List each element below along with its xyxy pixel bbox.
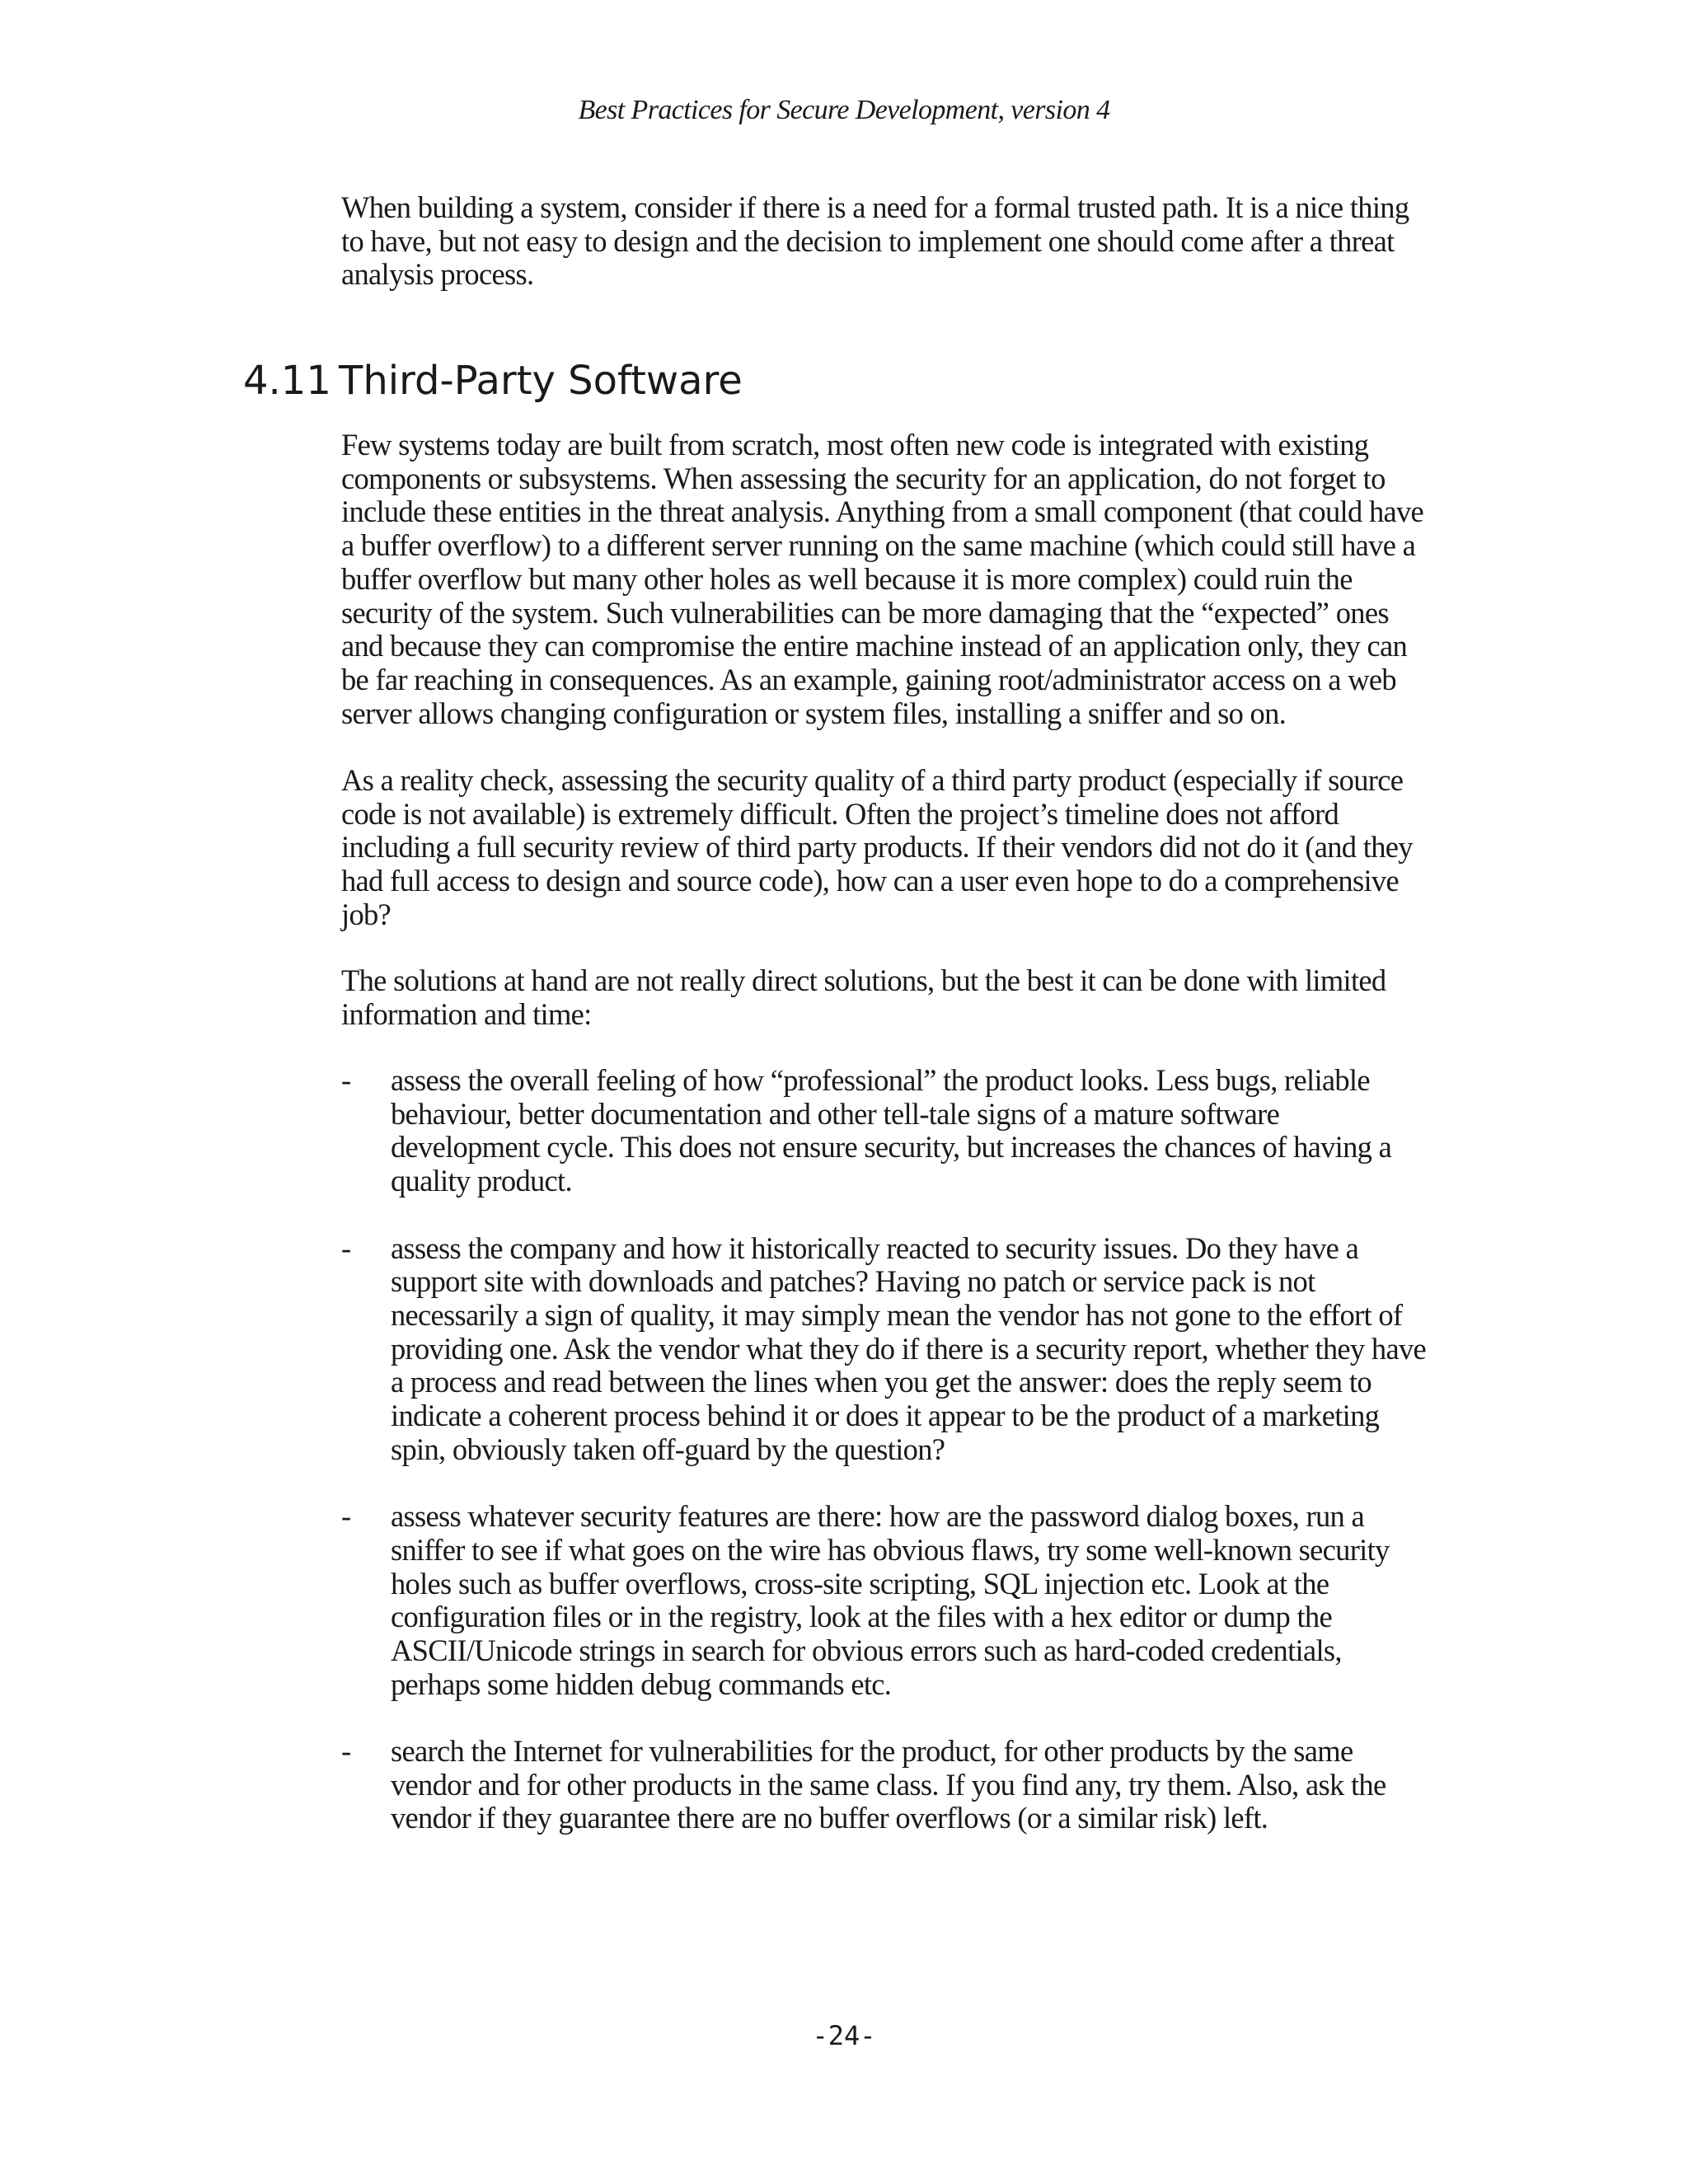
- list-item: [341, 1500, 1429, 1701]
- paragraph-solutions: The solutions at hand are not really direct solutions, but the best it can be done with limited information and time:: [341, 963, 1386, 1031]
- section-heading: [243, 356, 743, 405]
- section-title: Third-Party Software: [339, 358, 743, 404]
- paragraph-third-party-intro: Few systems today are built from scratch, most often new code is integrated with existing components or subsystems. When assessing the security for an application, do not forget to include these entities in the threat analysis. Anything from a small component (that could have a buffer overflow) to a different server running on the same machine (which could still have a buffer overflow but many other holes as well because it is more complex) could ruin the security of the system. Such vulnerabilities can be more damaging that the “expected” ones and because they can compromise the entire machine instead of an application only, they can be far reaching in consequences. As an example, gaining root/administrator access on a web server allows changing configuration or system files, installing a sniffer and so on.: [341, 428, 1424, 730]
- bullet-list: [341, 1064, 1429, 1869]
- list-item: [341, 1735, 1429, 1835]
- list-item: [341, 1232, 1429, 1467]
- bullet-dash: -: [341, 1230, 351, 1265]
- bullet-dash: -: [341, 1734, 351, 1769]
- list-item-text: assess the overall feeling of how “professional” the product looks. Less bugs, reliable behaviour, better documentation and other tell-tale signs of a mature software development cycle. This does not ensure security, but increases the chances of having a quality product.: [391, 1063, 1392, 1198]
- paragraph-reality-check: As a reality check, assessing the security quality of a third party product (especially if source code is not available) is extremely difficult. Often the project’s timeline does not afford including a full security review of third party products. If their vendors did not do it (and they had full access to design and source code), how can a user even hope to do a comprehensive job?: [341, 763, 1413, 931]
- list-item-text: assess the company and how it historically reacted to security issues. Do they have a support site with downloads and patches? Having no patch or service pack is not necessarily a sign of quality, it may simply mean the vendor has not gone to the effort of providing one. Ask the vendor what they do if there is a security report, whether they have a process and read between the lines when you get the answer: does the reply seem to indicate a coherent process behind it or does it appear to be the product of a marketing spin, obviously taken off-guard by the question?: [391, 1230, 1427, 1466]
- page-number: -24-: [812, 2020, 876, 2051]
- list-item-text: search the Internet for vulnerabilities for the product, for other products by the same vendor and for other products in the same class. If you find any, try them. Also, ask the vendor if they guarantee there are no buffer overflows (or a similar risk) left.: [391, 1734, 1386, 1835]
- bullet-dash: -: [341, 1499, 351, 1534]
- bullet-dash: -: [341, 1063, 351, 1097]
- intro-paragraph: When building a system, consider if there is a need for a formal trusted path. It is a nice thing to have, but not easy to design and the decision to implement one should come after a threat analysis process.: [341, 190, 1409, 292]
- list-item-text: assess whatever security features are there: how are the password dialog boxes, run a sniffer to see if what goes on the wire has obvious flaws, try some well-known security holes such as buffer overflows, cross-site scripting, SQL injection etc. Look at the configuration files or in the registry, look at the files with a hex editor or dump the ASCII/Unicode strings in search for obvious errors such as hard-coded credentials, perhaps some hidden debug commands etc.: [391, 1499, 1390, 1701]
- section-number: 4.11: [243, 358, 331, 404]
- running-header: Best Practices for Secure Development, version 4: [578, 95, 1110, 125]
- list-item: [341, 1064, 1429, 1198]
